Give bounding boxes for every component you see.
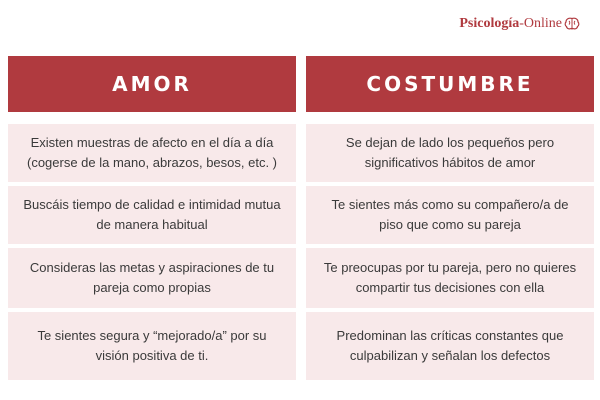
column-amor	[8, 56, 296, 384]
table-row: Consideras las metas y aspiraciones de tu pareja como propias	[8, 248, 296, 308]
logo-text-light: -Online	[519, 16, 562, 31]
rows-costumbre	[306, 124, 594, 380]
logo-text-bold: Psicología	[459, 16, 520, 31]
table-row: Te sientes más como su compañero/a de piso que como su pareja	[306, 186, 594, 244]
column-header-amor: AMOR	[8, 56, 296, 112]
table-row: Te preocupas por tu pareja, pero no quieres compartir tus decisiones con ella	[306, 248, 594, 308]
table-row: Se dejan de lado los pequeños pero significativos hábitos de amor	[306, 124, 594, 182]
site-logo[interactable]	[459, 14, 580, 34]
table-row: Existen muestras de afecto en el día a día (cogerse de la mano, abrazos, besos, etc. )	[8, 124, 296, 182]
column-costumbre	[306, 56, 594, 384]
brain-icon	[564, 17, 580, 31]
rows-amor	[8, 124, 296, 380]
table-row: Predominan las críticas constantes que culpabilizan y señalan los defectos	[306, 312, 594, 380]
table-row: Te sientes segura y “mejorado/a” por su visión positiva de ti.	[8, 312, 296, 380]
table-row: Buscáis tiempo de calidad e intimidad mutua de manera habitual	[8, 186, 296, 244]
column-header-costumbre: COSTUMBRE	[306, 56, 594, 112]
